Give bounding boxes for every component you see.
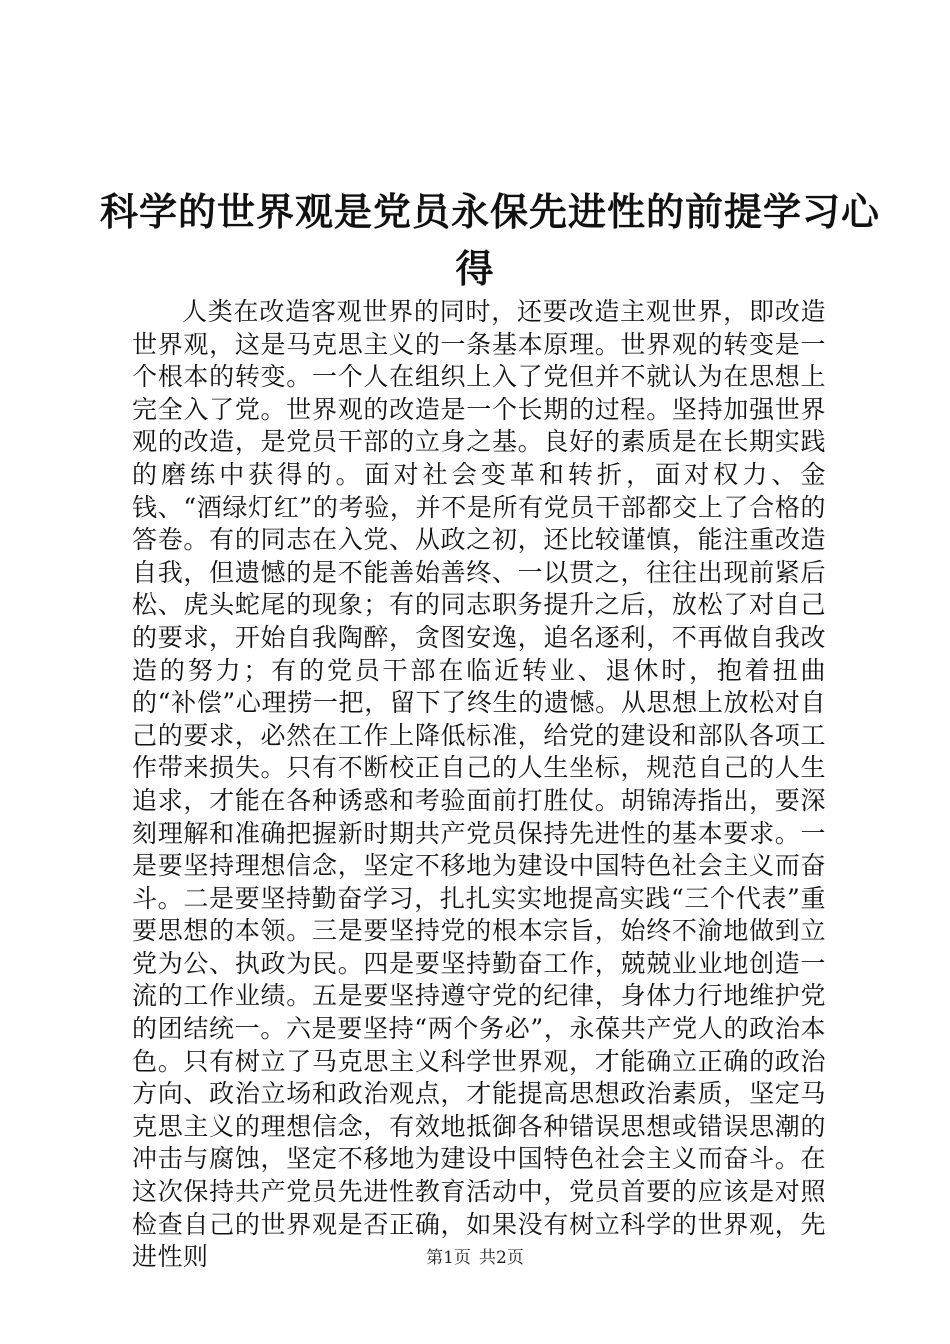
page-footer [0, 1248, 950, 1268]
page-number-total: 共2页 [479, 1248, 524, 1268]
page-number-current: 第1页 [426, 1248, 471, 1268]
document-title-line-1: 科学的世界观是党员永保先进性的前提学习心 [100, 190, 881, 234]
document-title-line-2: 得 [455, 247, 495, 291]
document-body-paragraph: 人类在改造客观世界的同时，还要改造主观世界，即改造世界观，这是马克思主义的一条基本原理。世界观的转变是一个根本的转变。一个人在组织上入了党但并不就认为在思想上完全入了党。世界观的改造是一个长期的过程。坚持加强世界观的改造，是党员干部的立身之基。良好的素质是在长期实践的磨练中获得的。面对社会变革和转折，面对权力、金钱、“酒绿灯红”的考验，并不是所有党员干部都交上了合格的答卷。有的同志在入党、从政之初，还比较谨慎，能注重改造自我，但遗憾的是不能善始善终、一以贯之，往往出现前紧后松、虎头蛇尾的现象；有的同志职务提升之后，放松了对自己的要求，开始自我陶醉，贪图安逸，追名逐利，不再做自我改造的努力；有的党员干部在临近转业、退休时，抱着扭曲的“补偿”心理捞一把，留下了终生的遗憾。从思想上放松对自己的要求，必然在工作上降低标准，给党的建设和部队各项工作带来损失。只有不断校正自己的人生坐标，规范自己的人生追求，才能在各种诱惑和考验面前打胜仗。胡锦涛指出，要深刻理解和准确把握新时期共产党员保持先进性的基本要求。一是要坚持理想信念，坚定不移地为建设中国特色社会主义而奋斗。二是要坚持勤奋学习，扎扎实实地提高实践“三个代表”重要思想的本领。三是要坚持党的根本宗旨，始终不渝地做到立党为公、执政为民。四是要坚持勤奋工作，兢兢业业地创造一流的工作业绩。五是要坚持遵守党的纪律，身体力行地维护党的团结统一。六是要坚持“两个务必”，永葆共产党人的政治本色。只有树立了马克思主义科学世界观，才能确立正确的政治方向、政治立场和政治观点，才能提高思想政治素质，坚定马克思主义的理想信念，有效地抵御各种错误思想或错误思潮的冲击与腐蚀，坚定不移地为建设中国特色社会主义而奋斗。在这次保持共产党员先进性教育活动中，党员首要的应该是对照检查自己的世界观是否正确，如果没有树立科学的世界观，先进性则 [132, 297, 826, 1272]
